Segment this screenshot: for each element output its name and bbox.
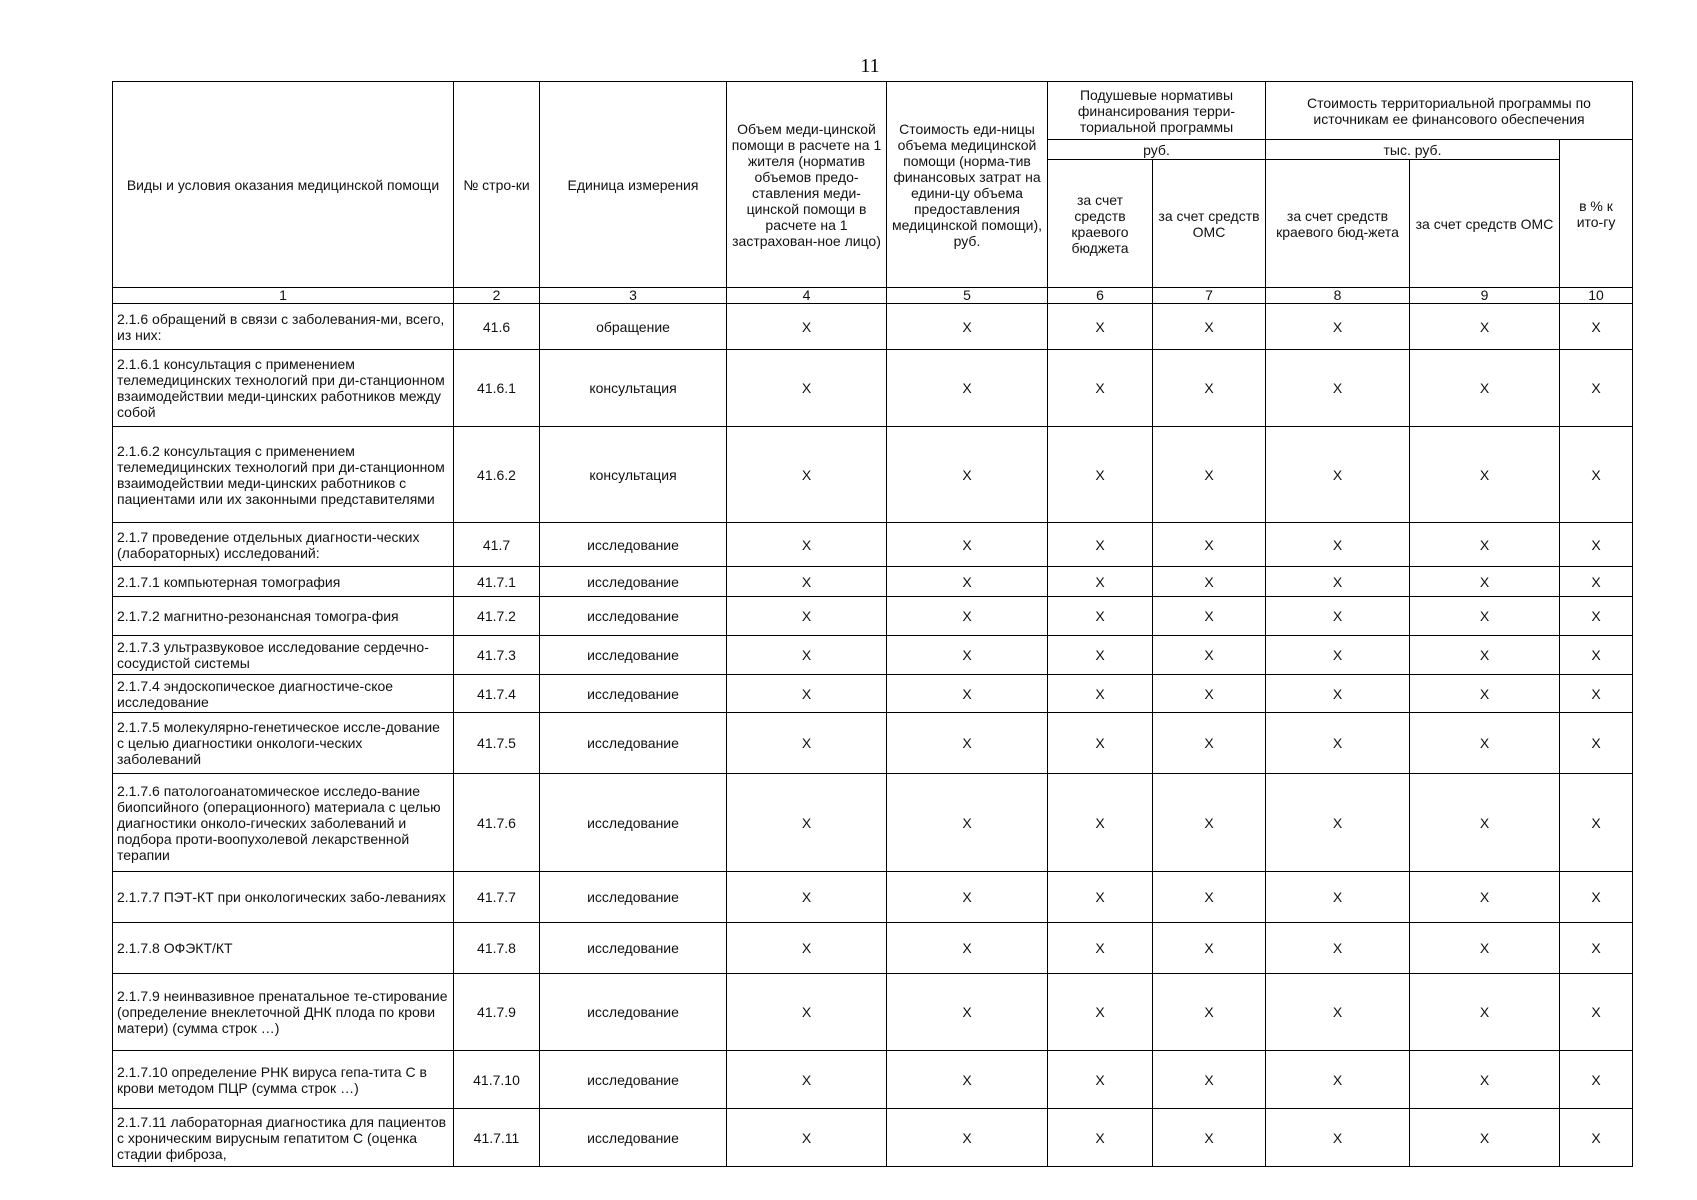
- row-number: 41.6.1: [454, 350, 540, 427]
- row-care-type: 2.1.7.3 ультразвуковое исследование сердечно-сосудистой системы: [113, 636, 454, 675]
- row-value-cell: X: [1560, 713, 1633, 774]
- row-value-cell: X: [887, 923, 1048, 974]
- row-value-cell: X: [1266, 774, 1410, 872]
- row-value-cell: X: [1048, 1109, 1153, 1167]
- row-unit: консультация: [540, 350, 727, 427]
- row-number: 41.7: [454, 523, 540, 567]
- header-per-capita: Подушевые нормативы финансирования терри-ториальной программы: [1048, 82, 1266, 140]
- row-unit: исследование: [540, 872, 727, 923]
- row-number: 41.7.5: [454, 713, 540, 774]
- row-value-cell: X: [1410, 523, 1560, 567]
- row-value-cell: X: [1266, 872, 1410, 923]
- table-row: [113, 427, 1633, 523]
- row-value-cell: X: [1153, 636, 1266, 675]
- row-value-cell: X: [1048, 636, 1153, 675]
- row-value-cell: X: [1153, 597, 1266, 636]
- row-unit: исследование: [540, 974, 727, 1051]
- row-value-cell: X: [1153, 675, 1266, 713]
- row-value-cell: X: [1266, 636, 1410, 675]
- header-regional-budget: за счет средств краевого бюджета: [1048, 160, 1153, 288]
- row-unit: исследование: [540, 1109, 727, 1167]
- row-value-cell: X: [1560, 675, 1633, 713]
- row-value-cell: X: [1266, 523, 1410, 567]
- row-value-cell: X: [887, 872, 1048, 923]
- row-unit: исследование: [540, 713, 727, 774]
- row-value-cell: X: [887, 1109, 1048, 1167]
- row-value-cell: X: [1048, 872, 1153, 923]
- column-number: 2: [454, 288, 540, 304]
- row-value-cell: X: [1153, 872, 1266, 923]
- row-value-cell: X: [1048, 675, 1153, 713]
- row-value-cell: X: [1153, 923, 1266, 974]
- row-value-cell: X: [1266, 675, 1410, 713]
- table-row: [113, 304, 1633, 350]
- row-value-cell: X: [1560, 304, 1633, 350]
- row-value-cell: X: [727, 636, 887, 675]
- row-care-type: 2.1.7.10 определение РНК вируса гепа-тита С в крови методом ПЦР (сумма строк …): [113, 1051, 454, 1109]
- row-value-cell: X: [1560, 774, 1633, 872]
- row-care-type: 2.1.7.9 неинвазивное пренатальное те-стирование (определение внеклеточной ДНК плода по крови матери) (сумма строк …): [113, 974, 454, 1051]
- row-unit: исследование: [540, 774, 727, 872]
- column-numbers-row: [113, 288, 1633, 304]
- row-value-cell: X: [1266, 597, 1410, 636]
- row-unit: обращение: [540, 304, 727, 350]
- row-value-cell: X: [1048, 523, 1153, 567]
- row-value-cell: X: [1410, 974, 1560, 1051]
- header-care-type: Виды и условия оказания медицинской помощи: [113, 82, 454, 288]
- row-value-cell: X: [1153, 774, 1266, 872]
- row-value-cell: X: [887, 567, 1048, 597]
- table-row: [113, 675, 1633, 713]
- row-value-cell: X: [1560, 350, 1633, 427]
- row-unit: исследование: [540, 1051, 727, 1109]
- row-value-cell: X: [727, 713, 887, 774]
- row-unit: исследование: [540, 636, 727, 675]
- header-unit: Единица измерения: [540, 82, 727, 288]
- row-number: 41.6: [454, 304, 540, 350]
- row-unit: исследование: [540, 567, 727, 597]
- row-value-cell: X: [1048, 350, 1153, 427]
- row-value-cell: X: [727, 523, 887, 567]
- column-number: 10: [1560, 288, 1633, 304]
- row-care-type: 2.1.7 проведение отдельных диагности-ческих (лабораторных) исследований:: [113, 523, 454, 567]
- row-value-cell: X: [1560, 1051, 1633, 1109]
- row-value-cell: X: [1410, 636, 1560, 675]
- row-care-type: 2.1.7.11 лабораторная диагностика для пациентов с хроническим вирусным гепатитом С (оценка стадии фиброза,: [113, 1109, 454, 1167]
- program-cost-table: [112, 81, 1633, 1167]
- column-number: 7: [1153, 288, 1266, 304]
- row-value-cell: X: [1153, 1109, 1266, 1167]
- row-value-cell: X: [727, 304, 887, 350]
- row-value-cell: X: [1560, 974, 1633, 1051]
- row-value-cell: X: [887, 675, 1048, 713]
- row-care-type: 2.1.7.1 компьютерная томография: [113, 567, 454, 597]
- row-value-cell: X: [1560, 636, 1633, 675]
- row-value-cell: X: [727, 1051, 887, 1109]
- column-number: 3: [540, 288, 727, 304]
- row-value-cell: X: [1153, 304, 1266, 350]
- row-care-type: 2.1.7.8 ОФЭКТ/КТ: [113, 923, 454, 974]
- row-number: 41.7.7: [454, 872, 540, 923]
- table-row: [113, 523, 1633, 567]
- row-number: 41.7.4: [454, 675, 540, 713]
- row-value-cell: X: [1266, 427, 1410, 523]
- row-value-cell: X: [887, 1051, 1048, 1109]
- row-care-type: 2.1.7.2 магнитно-резонансная томогра-фия: [113, 597, 454, 636]
- header-oms: за счет средств ОМС: [1153, 160, 1266, 288]
- row-value-cell: X: [1153, 567, 1266, 597]
- row-value-cell: X: [1266, 350, 1410, 427]
- row-value-cell: X: [1266, 923, 1410, 974]
- row-value-cell: X: [1266, 1051, 1410, 1109]
- row-value-cell: X: [727, 567, 887, 597]
- row-value-cell: X: [1410, 675, 1560, 713]
- row-unit: исследование: [540, 597, 727, 636]
- row-value-cell: X: [1266, 1109, 1410, 1167]
- row-number: 41.7.1: [454, 567, 540, 597]
- row-value-cell: X: [1153, 974, 1266, 1051]
- row-value-cell: X: [727, 350, 887, 427]
- row-value-cell: X: [1410, 597, 1560, 636]
- row-value-cell: X: [887, 974, 1048, 1051]
- row-value-cell: X: [1048, 1051, 1153, 1109]
- row-value-cell: X: [1410, 1051, 1560, 1109]
- row-value-cell: X: [887, 350, 1048, 427]
- header-program-cost: Стоимость территориальной программы по источникам ее финансового обеспечения: [1266, 82, 1633, 140]
- row-value-cell: X: [1410, 350, 1560, 427]
- table-row: [113, 774, 1633, 872]
- column-number: 8: [1266, 288, 1410, 304]
- row-value-cell: X: [887, 774, 1048, 872]
- row-value-cell: X: [727, 872, 887, 923]
- table-row: [113, 1109, 1633, 1167]
- row-number: 41.7.9: [454, 974, 540, 1051]
- column-number: 6: [1048, 288, 1153, 304]
- row-value-cell: X: [1153, 713, 1266, 774]
- row-value-cell: X: [1410, 923, 1560, 974]
- row-care-type: 2.1.6 обращений в связи с заболевания-ми, всего, из них:: [113, 304, 454, 350]
- header-unit-cost: Стоимость еди-ницы объема медицинской помощи (норма-тив финансовых затрат на едини-цу объема предоставления медицинской помощи), руб.: [887, 82, 1048, 288]
- table-row: [113, 872, 1633, 923]
- row-value-cell: X: [1266, 713, 1410, 774]
- row-value-cell: X: [1048, 567, 1153, 597]
- row-value-cell: X: [1048, 923, 1153, 974]
- row-value-cell: X: [1048, 774, 1153, 872]
- row-value-cell: X: [727, 974, 887, 1051]
- header-rub-unit: руб.: [1048, 140, 1266, 160]
- row-value-cell: X: [1153, 523, 1266, 567]
- row-number: 41.7.3: [454, 636, 540, 675]
- row-value-cell: X: [1266, 567, 1410, 597]
- row-value-cell: X: [1560, 872, 1633, 923]
- row-value-cell: X: [1048, 304, 1153, 350]
- row-value-cell: X: [1560, 567, 1633, 597]
- row-value-cell: X: [1410, 713, 1560, 774]
- row-value-cell: X: [1410, 427, 1560, 523]
- row-value-cell: X: [1410, 774, 1560, 872]
- row-value-cell: X: [727, 675, 887, 713]
- row-care-type: 2.1.6.2 консультация с применением телемедицинских технологий при ди-станционном взаимодействии меди-цинских работников с пациентами или их законными представителями: [113, 427, 454, 523]
- table-row: [113, 597, 1633, 636]
- row-value-cell: X: [887, 427, 1048, 523]
- table-row: [113, 350, 1633, 427]
- header-percent: в % к ито-гу: [1560, 140, 1633, 288]
- header-regional-budget-cost: за счет средств краевого бюд-жета: [1266, 160, 1410, 288]
- row-value-cell: X: [1410, 872, 1560, 923]
- row-number: 41.7.6: [454, 774, 540, 872]
- row-value-cell: X: [1410, 567, 1560, 597]
- row-value-cell: X: [1048, 974, 1153, 1051]
- table-row: [113, 1051, 1633, 1109]
- row-value-cell: X: [887, 636, 1048, 675]
- row-care-type: 2.1.7.4 эндоскопическое диагностиче-ское исследование: [113, 675, 454, 713]
- row-value-cell: X: [727, 774, 887, 872]
- row-number: 41.7.10: [454, 1051, 540, 1109]
- row-value-cell: X: [1153, 427, 1266, 523]
- row-care-type: 2.1.7.7 ПЭТ-КТ при онкологических забо-леваниях: [113, 872, 454, 923]
- header-oms-cost: за счет средств ОМС: [1410, 160, 1560, 288]
- row-value-cell: X: [1560, 597, 1633, 636]
- column-number: 4: [727, 288, 887, 304]
- header-row-number: № стро-ки: [454, 82, 540, 288]
- row-value-cell: X: [1048, 713, 1153, 774]
- table-row: [113, 713, 1633, 774]
- header-thousand-rub-unit: тыс. руб.: [1266, 140, 1560, 160]
- table-row: [113, 974, 1633, 1051]
- row-number: 41.7.8: [454, 923, 540, 974]
- row-care-type: 2.1.7.5 молекулярно-генетическое иссле-дование с целью диагностики онкологи-ческих заболеваний: [113, 713, 454, 774]
- column-number: 9: [1410, 288, 1560, 304]
- row-care-type: 2.1.7.6 патологоанатомическое исследо-вание биопсийного (операционного) материала с целью диагностики онколо-гических заболеваний и подбора проти-воопухолевой лекарственной терапии: [113, 774, 454, 872]
- row-value-cell: X: [1560, 923, 1633, 974]
- page-number: 11: [860, 55, 880, 77]
- table-row: [113, 923, 1633, 974]
- row-value-cell: X: [1410, 1109, 1560, 1167]
- row-value-cell: X: [1153, 1051, 1266, 1109]
- header-volume: Объем меди-цинской помощи в расчете на 1 жителя (норматив объемов предо-ставления меди-цинской помощи в расчете на 1 застрахован-ное лицо): [727, 82, 887, 288]
- row-value-cell: X: [727, 597, 887, 636]
- row-value-cell: X: [1560, 523, 1633, 567]
- row-value-cell: X: [1560, 427, 1633, 523]
- row-value-cell: X: [1153, 350, 1266, 427]
- row-unit: исследование: [540, 523, 727, 567]
- row-value-cell: X: [887, 597, 1048, 636]
- row-value-cell: X: [887, 713, 1048, 774]
- table-row: [113, 567, 1633, 597]
- row-value-cell: X: [727, 1109, 887, 1167]
- row-value-cell: X: [1560, 1109, 1633, 1167]
- row-unit: исследование: [540, 675, 727, 713]
- row-value-cell: X: [727, 923, 887, 974]
- row-value-cell: X: [1266, 304, 1410, 350]
- row-value-cell: X: [887, 304, 1048, 350]
- row-value-cell: X: [1048, 427, 1153, 523]
- row-number: 41.6.2: [454, 427, 540, 523]
- row-care-type: 2.1.6.1 консультация с применением телемедицинских технологий при ди-станционном взаимодействии меди-цинских работников между собой: [113, 350, 454, 427]
- row-value-cell: X: [887, 523, 1048, 567]
- row-value-cell: X: [727, 427, 887, 523]
- row-number: 41.7.11: [454, 1109, 540, 1167]
- row-unit: исследование: [540, 923, 727, 974]
- row-value-cell: X: [1266, 974, 1410, 1051]
- column-number: 5: [887, 288, 1048, 304]
- table-row: [113, 636, 1633, 675]
- column-number: 1: [113, 288, 454, 304]
- row-unit: консультация: [540, 427, 727, 523]
- row-number: 41.7.2: [454, 597, 540, 636]
- row-value-cell: X: [1410, 304, 1560, 350]
- row-value-cell: X: [1048, 597, 1153, 636]
